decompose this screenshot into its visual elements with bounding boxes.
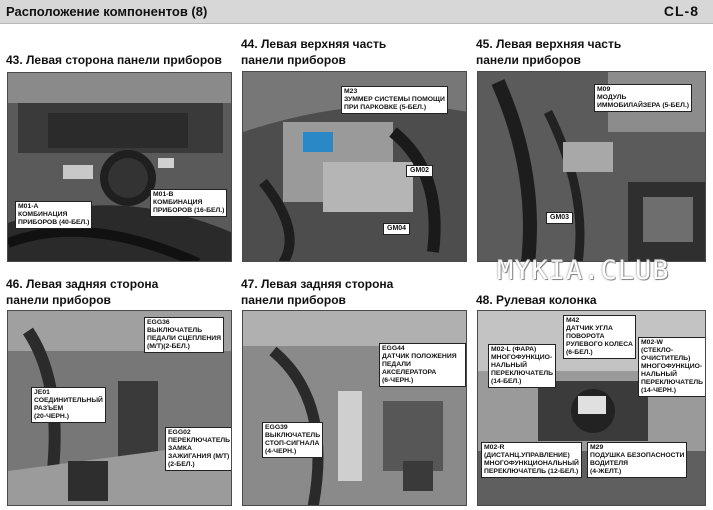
code-gm02: GM02: [406, 165, 433, 177]
callout-m01a: M01-A КОМБИНАЦИЯ ПРИБОРОВ (40-БЕЛ.): [15, 201, 92, 229]
callout-m42: M42 ДАТЧИК УГЛА ПОВОРОТА РУЛЕВОГО КОЛЕСА (6-БЕЛ.): [563, 315, 636, 359]
callout-m02l: M02-L (ФАРА) МНОГОФУНКЦИО- НАЛЬНЫЙ ПЕРЕКЛЮЧАТЕЛЬ (14-БЕЛ.): [488, 344, 556, 388]
callout-m09: M09 МОДУЛЬ ИММОБИЛАЙЗЕРА (5-БЕЛ.): [594, 84, 692, 112]
callout-m02w: M02-W (СТЕКЛО- ОЧИСТИТЕЛЬ) МНОГОФУНКЦИО- НАЛЬНЫЙ ПЕРЕКЛЮЧАТЕЛЬ (14-ЧЕРН.): [638, 337, 706, 397]
callout-egg39: EGG39 ВЫКЛЮЧАТЕЛЬ СТОП-СИГНАЛА (4-ЧЕРН.): [262, 422, 323, 458]
callout-m01b: M01-B КОМБИНАЦИЯ ПРИБОРОВ (16-БЕЛ.): [150, 189, 227, 217]
callout-m23: M23 ЗУММЕР СИСТЕМЫ ПОМОЩИ ПРИ ПАРКОВКЕ (5-БЕЛ.): [341, 86, 448, 114]
callout-egg02: EGG02 ПЕРЕКЛЮЧАТЕЛЬ ЗАМКА ЗАЖИГАНИЯ (М/Т) (2-БЕЛ.): [165, 427, 232, 471]
code-gm03: GM03: [546, 212, 573, 224]
page-title: Расположение компонентов (8): [6, 4, 208, 19]
section-title-48: 48. Рулевая колонка: [476, 293, 597, 307]
section-title-43: 43. Левая сторона панели приборов: [6, 53, 222, 67]
section-title-46: 46. Левая задняя сторона панели приборов: [6, 277, 159, 307]
page-header: [0, 0, 713, 24]
page-code: CL-8: [663, 3, 699, 19]
photo-46-dashboard-rear-left: [7, 310, 232, 506]
photo-43-illustration: [8, 73, 232, 262]
photo-47-dashboard-rear-left: [242, 310, 467, 506]
section-title-44: 44. Левая верхняя часть панели приборов: [241, 37, 387, 67]
callout-m29: M29 ПОДУШКА БЕЗОПАСНОСТИ ВОДИТЕЛЯ (4-ЖЕЛТ.): [587, 442, 687, 478]
code-gm04: GM04: [383, 223, 410, 235]
section-title-45: 45. Левая верхняя часть панели приборов: [476, 37, 622, 67]
callout-m02r: M02-R (ДИСТАНЦ.УПРАВЛЕНИЕ) МНОГОФУНКЦИОНАЛЬНЫЙ ПЕРЕКЛЮЧАТЕЛЬ (12-БЕЛ.): [481, 442, 582, 478]
callout-je01: JE01 СОЕДИНИТЕЛЬНЫЙ РАЗЪЕМ (20-ЧЕРН.): [31, 387, 106, 423]
callout-egg36: EGG36 ВЫКЛЮЧАТЕЛЬ ПЕДАЛИ СЦЕПЛЕНИЯ (М/Т)(2-БЕЛ.): [144, 317, 224, 353]
callout-egg44: EGG44 ДАТЧИК ПОЛОЖЕНИЯ ПЕДАЛИ АКСЕЛЕРАТОРА (6-ЧЕРН.): [379, 343, 466, 387]
photo-47-illustration: [243, 311, 467, 506]
photo-43-dashboard-left: [7, 72, 232, 262]
photo-45-dashboard-upper-left: [477, 71, 706, 262]
section-title-47: 47. Левая задняя сторона панели приборов: [241, 277, 394, 307]
watermark-logo: MYKIA.CLUB: [497, 255, 670, 286]
photo-44-dashboard-upper-left: [242, 71, 467, 262]
photo-48-steering-column: [477, 310, 706, 506]
